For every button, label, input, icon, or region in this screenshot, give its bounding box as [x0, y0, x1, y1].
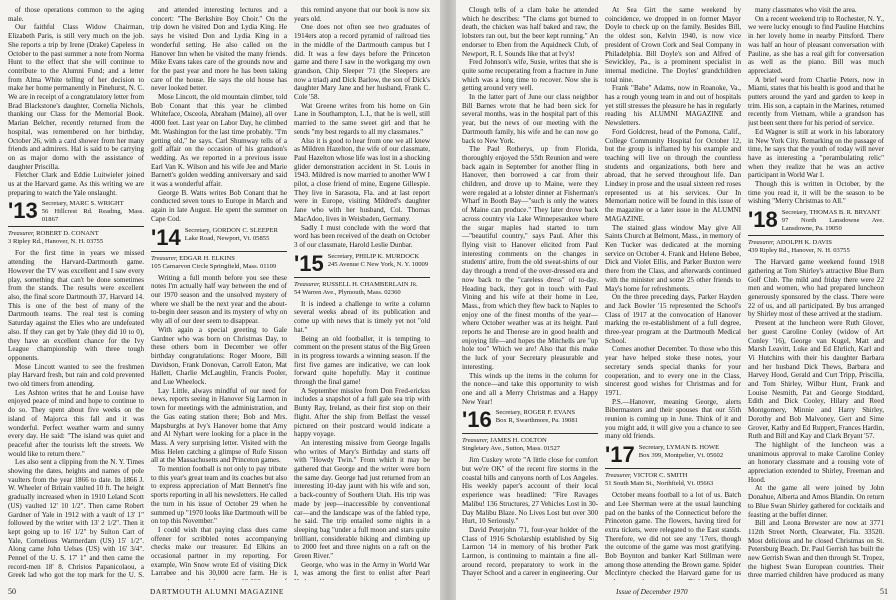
class-note-paragraph: October means football to a lot of us. Batch and Lee Sherman were at the usual launching pad on the banks of the Connecticut before the Princeton game. The flowers, having tired for extra tickets, were relegated to the East stands. Therefore, we did not see any '17ers, though the outcome of the game was most gratifying. Bob Boynton and banker Karl Stillman were among those attending the Brown game. Spider Mcclintyre checked the Harvard game for us — [605, 491, 741, 578]
page-number-left: 50 — [8, 587, 16, 596]
treasurer-label: Treasurer, — [605, 472, 632, 480]
treasurer-block — [294, 281, 430, 297]
class-note-paragraph: Ed Wagner is still at work in his laboratory in New York City. Remarking on the passage of time, he says that the youth of today will never have as interesting a "perambulating relic" when they realize that he was an active participant in World War I. — [748, 127, 884, 180]
treasurer-label: Treasurer, — [748, 239, 775, 247]
class-year-heading — [748, 209, 884, 236]
page-number-right: 51 — [880, 587, 888, 596]
class-note-paragraph: Les also sent a clipping from the N. Y. Times showing the dates, heights and names of pole vaulters from the year 1866 to date. In 1866 J. W. Wheeler of Britain vaulted 10 ft. The height gradually increased when in 1910 Leland Scott (US) vaulted 12' 10 1/2". Then came Robert Gardner of Yale in 1912 with a vault of 13' 1" followed by the writer with 13' 2 1/2". Then it kept going up to 16' 1/2" by Sulton Cart of Yale, Cornelious Warmerdam (US) 15' 1/2". Along came John Uelses (US) with 16' 3/4". Pennel of the U. S. 17' 1" and then came the record-men 18' 8. Christos Papanicolaou, a Greek lad who got the top mark for the U. S. — [8, 458, 144, 580]
class-note-paragraph: George, who was in the Army in World War I, was among the first to enlist after Pearl — [294, 560, 430, 578]
secretary-name: Secretary, MARC S. WRIGHT — [41, 200, 124, 208]
treasurer-address: Singletary Ave., Sutton, Mass. 01527 — [462, 445, 561, 453]
class-note-paragraph: Our faithful Class Widow Chairman, Elizabeth Paris, is still very much on the job. She reports a trip by Irene (Drake) Capeless in October to the past summer a note from Norma Hunt to the effect that she will continue to contribute to the Alumni Fund; and a letter from Alma White telling of her decision to make her home permanently in Pinehurst, N. C. We are in receipt of a congratulatory letter from Brad Blackstone's daughter, Cornelia Nichols, thanking our Class for the Memorial Book. Marian Belcher, recently returned from the hospital, was remembered on her birthday, October 26, with a card shower from her many friends and admirers. Hal is said to be carrying on as major domo with the assistance of daughter Priscilla. — [8, 23, 144, 171]
treasurer-address: 51 South Main St., Northfield, Vt. 05663 — [605, 480, 714, 488]
class-note-paragraph: At the game all were joined by John Donahue, Alberta and Amos Blandin. On return to Blue Swan Shirley gathered for cocktails and feasting at the buffet dinner. — [748, 484, 884, 519]
class-note-paragraph: In the latter part of June our class neighbor Bill Barnes wrote that he had been sick for several months, was in the hospital part of this year, but the news of our meeting with the Dartmouth family, his wife and he can now go back to New York. — [462, 93, 598, 145]
class-note-paragraph: Jim Cuskey wrote "A little close for comfort but we're OK" of the recent fire storms in the coastal hills and canyons north of Los Angeles. His weekly paper's account of their local experience was headlined: "Fire Ravages Malibu! 136 Structures, 27 Vehicles Lost in 30-Day Malibu Blaze. No Lives Lost but over 300 Hurt, 10 Seriously." — [462, 456, 598, 526]
class-note-paragraph: and attended interesting lectures and a concert: "The Berkshire Boy Choir." On the trip down he visited Don and Lydia King. He says he visited Don and Lydia King in a wonderful setting. He also called on the Hanover Inn when he visited the many friends. Mike Evans takes care of the grounds now and for the past year and more he has been taking care of the house. He says the old house has never looked better. — [151, 6, 287, 93]
issue-footer: Issue of December 1970 — [616, 587, 688, 596]
left-column-3 — [294, 6, 430, 580]
treasurer-address: 3 Ripley Rd., Hanover, N. H. 03755 — [8, 238, 104, 246]
treasurer-block — [605, 472, 741, 488]
class-note-paragraph: David Peterjohn '71, four-year holder of the Class of 1916 Scholarship established by Sig Larmon '14 in memory of his brother Park Larmon, is continuing to maintain a fine all-around record, preparatory to work in the Thayer School and a career in engineering. Our — [462, 525, 598, 578]
secretary-name: Secretary, PHILIP K. MURDOCK — [327, 252, 420, 260]
class-year-number: '17 — [605, 442, 635, 468]
class-note-paragraph: of those operations common to the aging male. — [8, 6, 144, 23]
secretary-name: Secretary, GORDON C. SLEEPER — [184, 226, 278, 234]
class-note-paragraph: Ford Goldcrest, head of the Pomona, Calif., College Community Hospital for October 12, but the group is inflamed by his example and teaching will live on through the countless students and organizations, both here and abroad, that he served throughout life. Dan Lindsey in prose and the usual sixteen red roses represented us at his services. Our In Memoriam notice will be found in this issue of the magazine or a later issue in the ALUMNI MAGAZINE. — [605, 127, 741, 223]
right-column-3 — [748, 6, 884, 580]
treasurer-name: EDGAR H. ELKINS — [179, 254, 235, 262]
magazine-footer: DARTMOUTH ALUMNI MAGAZINE — [150, 587, 285, 596]
secretary-name: Secretary, ROGER F. EVANS — [495, 409, 576, 417]
class-note-paragraph: Les Ashton writes that he and Louise have enjoyed peace of mind and hope to continue to do so. They spent about five weeks on the island of Majorca this fall and it was wonderful. Perfect weather warm and sunny every day. He said: "The island was quiet and peaceful after the tourists left the streets. We would like to return there." — [8, 388, 144, 458]
class-note-paragraph: A September missive from Don Fred-erickss includes a snapshot of a full gale sea trip with Bunty Ray, Ireland, as their first stop on their flight. After the ship from Belfast the vessel pictured on their postcard would indicate a happy voyage. — [294, 386, 430, 439]
left-column-2 — [151, 6, 287, 580]
class-note-paragraph: It is indeed a challenge to write a column several weeks ahead of its publication and come up with news that is timely yet not "old hat." — [294, 299, 430, 334]
right-page — [456, 0, 896, 600]
class-note-paragraph: Writing a full month before you see these notes I'm actually half way between the end of our 1970 season and the unsolved mystery of where we shall be the next year and the about-to-begin deer season and its mystery of why on why all of our deer seem to disappear. — [151, 273, 287, 326]
treasurer-block — [748, 239, 884, 255]
class-note-paragraph: With again a special greeting to Gale Gardner who was born on Christmas Day, to these others born in December we offer birthday congratulations: Roger Moore, Bill Davidson, Frank Donovan, Carroll Eaton, Mat Hallett, Charlie McLaughlin, Francis Pooler, and Lue Wheelock. — [151, 325, 287, 387]
class-note-paragraph: Fletcher Clark and Eddie Luitwieler joined us at the Harvard game. As this writing we are preparing to watch the Yale onslaught. — [8, 171, 144, 197]
secretary-address: Lake Road, Newport, Vt. 05855 — [184, 234, 270, 242]
class-note-paragraph: Fred Johnson's wife, Susie, writes that she is quite some recuperating from a fracture in June which was a long time to recover. Now she is getting around very well. — [462, 58, 598, 93]
class-note-paragraph: The highlight of the luncheon was a unanimous approval to make Caroline Conley an honorary classmate and a rousing vote of appreciation extended to Shirley, Freeman and Hood. — [748, 440, 884, 484]
class-note-paragraph: Clough tells of a clam bake he attended which he describes: "The clams got burned to death, the chicken was half baked and raw, the lobsters ran out, but the beer kept running." An endorser to Eben from the Aquidneck Club, of Newport, R. I. Sounds like that at Ivy's! — [462, 6, 598, 58]
treasurer-address: 54 Warren Ave., Plymouth, Mass. 02360 — [294, 288, 401, 296]
treasurer-block — [8, 230, 144, 246]
class-note-paragraph: Mose Lincott, the old mountain climber, told Bob Conant that this year he climbed Whiteface, Osceola, Abraham (Maine), all over 4000 feet. Last year on Labor Day, he climbed Mt. Washington for the last time probably. "I'm getting old," he says. Carl Shumway tells of a golf affair on the occasion of his grandson's wedding. As we reported in a previous issue Earl Van K. Wilson and his wife Jee and Marie Barnett's golden wedding anniversary and said it was a wonderful affair. — [151, 93, 287, 189]
treasurer-name: JAMES H. COLTON — [490, 437, 547, 445]
class-note-paragraph: Comes another December. To those who this year have helped stoke these notes, your secretary sends special thanks for your cooperation, and to every one in the Class, sincerest good wishes for Christmas and for 1971. — [605, 345, 741, 397]
class-note-paragraph: Present at the luncheon were Ruth Glover, her guest Caroline Conley (widow of Art Conley '16), George van Kugel, Matt and Marsh Leavitt, Luke and Ed Ehrlich, Karl and Vi Hutchins with their his daughter Barbara and her husband Dick Thews, Barbara and Harvey Hood, Gerald and Curt Tripp, Priscilla, and Tom Shirley, Wilbur Hunt, Frank and Louise Nesmith, Pat and George Stoddard, Edith and Dick Cooley, Hilary and Reed Montgomery, Minnie and Harry Shirley, Dorothy and Bob Malvoney, Gert and Sime Grover, Kathy and Ed Ruppert, Frances Hardin, Ruth and Bill and Kay and Clark Bryant '57. — [748, 319, 884, 441]
class-note-paragraph: The Paul Rotherys, up from Florida, thoroughly enjoyed the 55th Reunion and were back again in September for another fling in Hanover, then borrowed a car from their children, and drove up to Maine, were they were regaled at a lobster dinner at Fisherman's Wharf in Booth Bay—"such is only the waters of Maine can produce." They later drove back across country via Lake Winnepesaukee where the sugar maples had started to turn—"beautiful country," says Paul. After this flying visit to Hanover elicited from Paul interesting comments on the changes in students' attire, from the old sweat-shirts of our day through a trend of the over-dressed era and now back to the "careless dress" of to-day. Heading back, they got in touch with Paul Vining and his wife at their home in Lee, Mass., from which they flew back to Naples to enjoy one of the finest months of the year—where October weather was at its height. Paul reports he and Therese are in good health and enjoying life—and hopes the Mitchells are "up hole too" Which we are! Also that this make the luck of your Secretary pleasurable and interesting. — [462, 145, 598, 371]
class-note-paragraph: Wat Greene writes from his home on Gin Lane in Southampton, L.I., that he is well, still married to the same sweet girl and that he sends "my best regards to all my classmates." — [294, 101, 430, 136]
left-page — [0, 0, 440, 600]
class-year-number: '13 — [8, 198, 38, 224]
class-note-paragraph: At Sea Girt the same weekend by coincidence, we dropped in on former Mayor Doyle to check up on the family. Besides Bill, the oldest son, Kelvin 1940, is now vice president of Crown Cork and Seal Company in Philadelphia. Bill Doyle's son and Alfred of Sewickley, Pa., is a prominent specialist in internal medicine. The Doyles' grandchildren total nine. — [605, 6, 741, 84]
secretary-address: Box R, Swarthmore, Pa. 19081 — [495, 417, 578, 425]
secretary-address: 56 Hillcrest Rd. Reading, Mass. 01867 — [41, 208, 144, 224]
treasurer-label: Treasurer, — [462, 437, 489, 445]
class-note-paragraph: On the three preceding days, Parker Hayden and Jack Bowler '15 represented the School's Class of 1917 at the convocation of Hanover marking the re-establishment of a full degree, three-year program at the Dartmouth Medical School. — [605, 293, 741, 345]
class-note-paragraph: Sadly I must conclude with the word that word has been received of the death on October 3 of our classmate, Harold Leslie Dunbar. — [294, 223, 430, 249]
class-note-paragraph: George B. Watts writes Bob Conant that he conducted seven tours to Europe in March and again in late August. He spent the summer on Cape Cod. — [151, 188, 287, 223]
class-note-paragraph: The Harvard game weekend found 1918 gathering at Tom Shirley's attractive Blue Burn Golf Club. The mild and friday there were 22 men and women, who had prepared luncheon generously sponsored by the class. There were 22 of us, and all participated. By bus arranged by Shirley most of these arrived at the stadium. — [748, 258, 884, 319]
treasurer-name: VICTOR C. SMITH — [633, 472, 688, 480]
secretary-address: 245 Avenue C New York, N. Y. 10009 — [327, 260, 429, 268]
treasurer-name: ADOLPH K. DAVIS — [776, 239, 832, 247]
class-note-paragraph: For the first time in years we missed attending the Harvard-Dartmouth game. However the TV was excellent and I saw every play, something that can't be done sometimes from the stands. The results were excellent also, the final score Dartmouth 37, Harvard 14. This is one of the best of many of the Dartmouth teams. The real test is coming Saturday against the Elies who are undefeated also. If they can get by Yale (they did 10 to 0), they have an excellent chance for the Ivy League championship with three tough opponents. — [8, 249, 144, 362]
class-note-paragraph: On a recent weekend trip to Rochester, N. Y., we were lucky enough to find Pauline Hutchins in her lovely home in nearby Pittsford. There was half an hour of pleasant conversation with Pauline, as she has a real gift for conversation as well as the piano. Bill was much appreciated. — [748, 14, 884, 75]
treasurer-address: 105 Carnarvon Circle Springfield, Mass. 01109 — [151, 262, 277, 270]
treasurer-block — [462, 437, 598, 453]
secretary-name: Secretary, THOMAS B. R. BRYANT — [781, 209, 881, 217]
right-column-1 — [462, 6, 598, 580]
class-note-paragraph: An interesting missive from George Ingalls who writes of Mary's Birthday and starts off with "Howdy Twin." From which it may be gathered that George and the writer were born the same day. George had just returned from an interesting 10-day jaunt with his wife and son, a back-country of Southern Utah. His trip was made by jeep—inaccessible by conventional car—and the landscape was of the fabled type, he said. The trip entailed some nights in a sleeping bag "under a full moon and stars quite brilliant, considerable hiking and climbing up to 2000 feet and three nights on a raft on the Green River." — [294, 438, 430, 561]
class-year-heading — [151, 224, 287, 252]
class-year-heading — [8, 200, 144, 227]
class-note-paragraph: Though this is written in October, by the time you read it, it will be the season to be wishing "Merry Christmas to All." — [748, 180, 884, 206]
class-note-paragraph: Mose Lincott wanted to see the freshmen play Harvard fresh, but rain and cold prevented two old timers from attending. — [8, 362, 144, 389]
treasurer-name: RUSSELL H. CHAMBERLAIN Jr. — [322, 280, 418, 288]
secretary-address: 97 North Lansdowne Ave. Lansdowne, Pa. 19050 — [781, 217, 884, 233]
treasurer-name: ROBERT D. CONANT — [36, 230, 99, 238]
left-column-1 — [8, 6, 144, 580]
treasurer-label: Treasurer, — [294, 280, 321, 288]
treasurer-address: 439 Ripley Rd., Hanover, N. H. 03755 — [748, 247, 850, 255]
class-note-paragraph: Lay Little, always mindful of our need for news, reports seeing in Hanover Sig Larmon in town for meetings with the administration, and the Gas eating station there; Bob and Mrs. Mapsburghs at Ivy's Hanover home that Amy and Al Nyhart were looking for a place in the Mass. A very surprising letter. Visited with the Miss Helen catching a glimpse of Rufe Sisson all at the Massachusetts and Princeton games. — [151, 386, 287, 465]
spine-gutter — [440, 0, 456, 600]
class-note-paragraph: many classmates who visit the area. — [755, 6, 857, 14]
class-year-number: '18 — [748, 207, 778, 233]
class-note-paragraph: To mention football is not only to pay tribute to this year's great team and its coaches but also to express appreciation of Matt Bennett's fine sports reporting in all his newsletters. He called the turn in his issue of October 29 when he summed up "1970 looks like Dartmouth will be on top this November." — [151, 465, 287, 526]
class-note-paragraph: this remind anyone that our book is now six years old. — [294, 6, 430, 23]
class-note-paragraph: Also it is good to hear from one we all knew as Mildren Hazelton, the wife of our classmate, Paul Hazelton whose life was lost in a shocking glider demonstration accident in St. Louis in 1943. Mildred is now married to another WW I pilot, a close friend of mine, Eugene Gillespie. They live in Sarasota, Fla. and at last report were in Europe, visiting Mildred's daughter Jane who with her husband, Col. Thomas MacAdoo, lives in Weisbaden, Germany. — [294, 136, 430, 223]
class-note-paragraph: Frank "Babe" Adams, now in Roanoke, Va., has a rough young team in and out of hospitals yet still stresses the pleasure he has in regularly reading his ALUMNI MAGAZINE and Newsletters. — [605, 84, 741, 128]
class-year-number: '16 — [462, 407, 492, 433]
class-year-heading — [462, 409, 598, 434]
class-note-paragraph: Being an old footballer, it is tempting to comment on the present status of the Big Green in its progress towards a winning season. If the first five games are indicative, we can look forward quite hopefully. May it continue through the final game! — [294, 334, 430, 387]
class-year-number: '15 — [294, 250, 324, 276]
class-year-heading — [605, 444, 741, 469]
class-year-heading — [294, 250, 430, 278]
right-column-2 — [605, 6, 741, 580]
class-note-paragraph: The stained glass window May give All Saints Church at Belmont, Mass., in memory of Ken Tucker was dedicated at the morning service on October 4. Frank and Helene Bebee, Dick and Violet Ellis, and Parker Buxton were there from the Class, and afterwards continued with the minister and some 25 other friends to May's home for refreshments. — [605, 223, 741, 293]
class-note-paragraph: One does not often see two graduates of 1914ers atop a record pyramid of railroad ties in the middle of the Dartmouth campus but I did. It was a few days before the Princeton game and there I saw in the workgang my own grandson, Chip Sleeper '71 (the Sleepers are now a triad) and Dick Barlow, the son of Dick's daughter Mary Jane and her husband, Frank C. Cole '58. — [294, 23, 430, 102]
treasurer-block — [151, 255, 287, 271]
treasurer-label: Treasurer, — [151, 254, 178, 262]
treasurer-label: Treasurer, — [8, 230, 35, 238]
class-note-paragraph: A brief word from Charlie Peters, now in Miami, states that his health is good and that he putters around the yard and garden to keep in trim. His son, a captain in the Marines, returned recently from Vietnam, while a grandson has just been sent there for his period of service. — [748, 75, 884, 128]
class-note-paragraph: P.S.—Hanover, meaning George, alerts Bibermasters and their spouses that our 55th reunion is coming up in June. Think of it and you might add, it will give you a chance to see many old friends. — [605, 397, 741, 441]
class-note-paragraph: Bill and Leona Brewster are now at 3771 112th Street North, Clearwater, Fla. 33520. Most delicious and he closed Christmas on St. Petersburg Beach. Dr. Paul Gerrish has built the new Gerrish Swan and then through St. Tropez, the highest Swan European countries. Their three married children have produced as many — [748, 519, 884, 580]
secretary-name: Secretary, LYMAN B. HOWE — [638, 444, 720, 452]
class-note-paragraph: I could wish that paying class dues came offener for scribbled notes accompanying checks make our treasurer. Ed Elkins an occasional partner in my reporting. For example, Win Snow wrote Ed of visiting Dick Larrabee and his 30,000 acre farm. He is — [151, 525, 287, 578]
class-note-paragraph: This winds up the items in the column for the nonce—and take this opportunity to wish one and all a Merry Christmas and a Happy New Year! — [462, 371, 598, 406]
secretary-address: Box 399, Montpelier, Vt. 05602 — [638, 452, 724, 460]
class-year-number: '14 — [151, 224, 181, 250]
